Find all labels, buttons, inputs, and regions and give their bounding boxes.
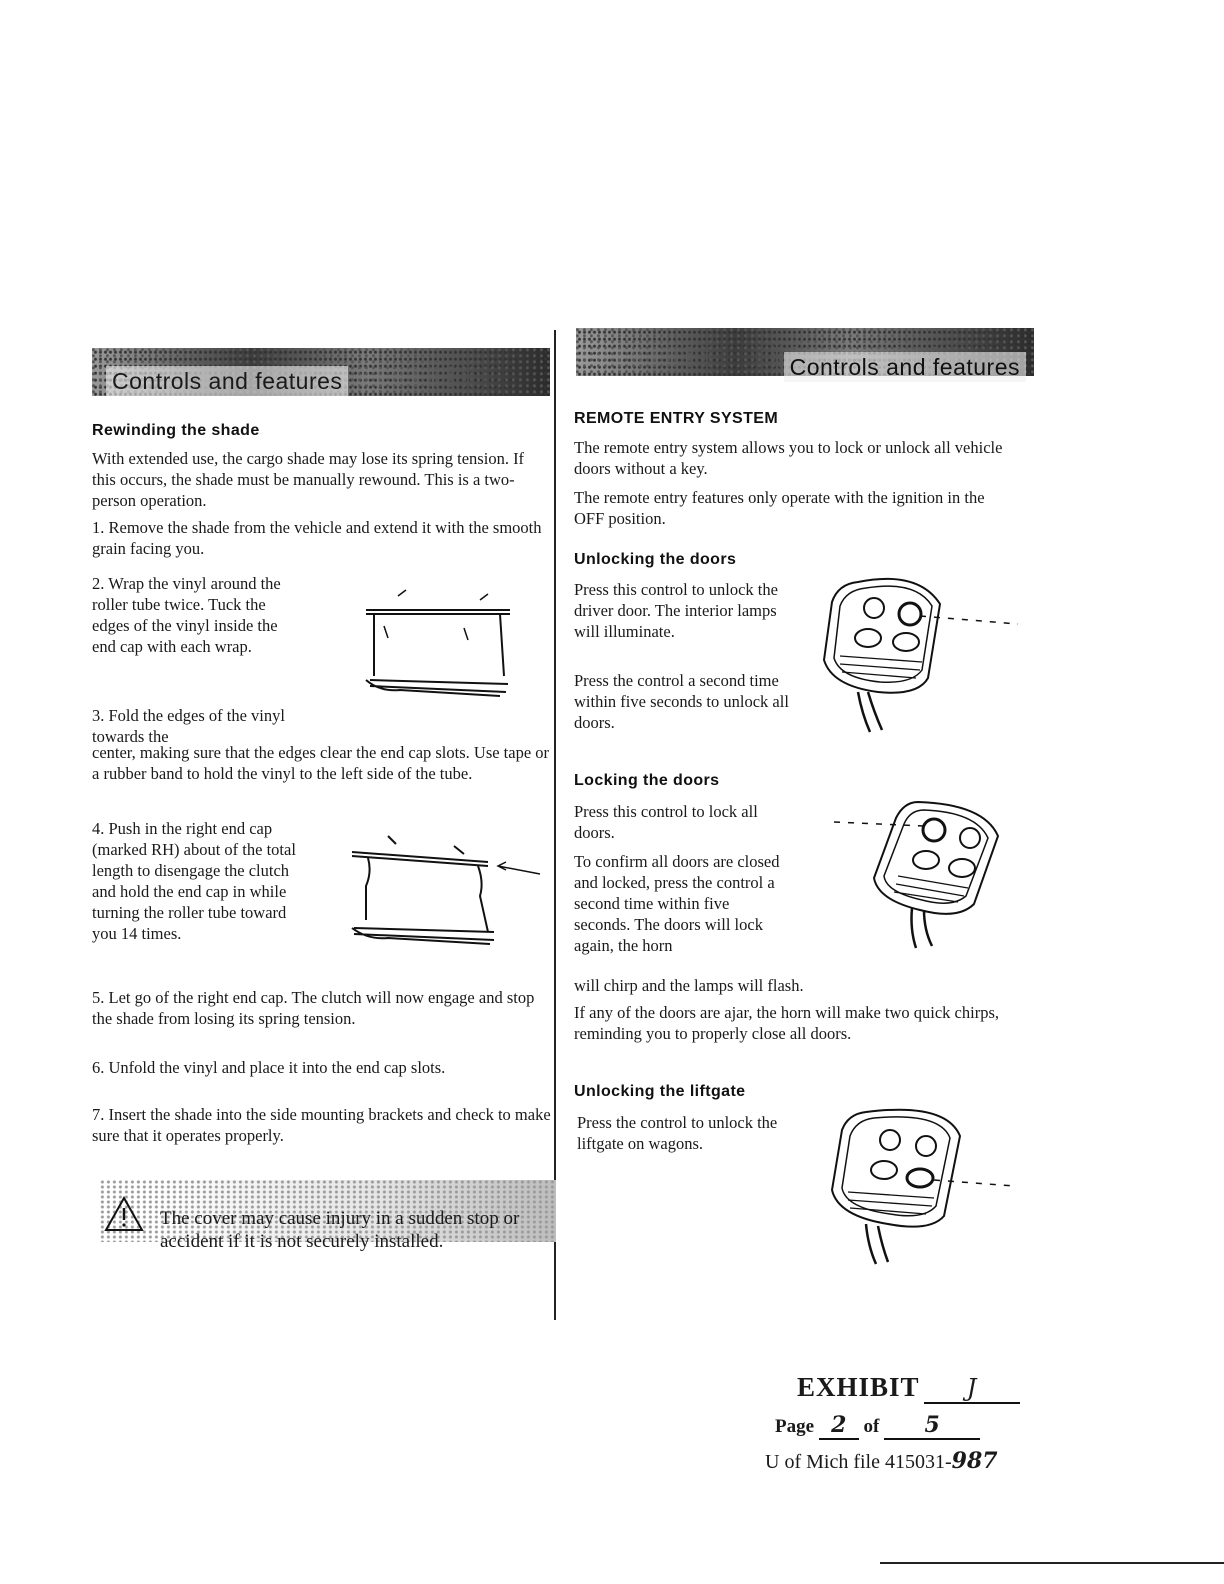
remote-entry-heading: REMOTE ENTRY SYSTEM [574,410,779,427]
page-number: 2 [819,1412,859,1440]
step-2: 2. Wrap the vinyl around the roller tube twice. Tuck the edges of the vinyl inside the end cap with each wrap. [92,574,281,656]
unlock-liftgate-heading: Unlocking the liftgate [574,1083,746,1100]
key-fob-lock-illustration [834,796,1009,956]
rewinding-heading: Rewinding the shade [92,422,260,439]
exhibit-letter: J [924,1374,1020,1404]
warning-text: The cover may cause injury in a sudden stop or accident if it is not securely installed. [160,1208,520,1252]
unlock-doors-heading: Unlocking the doors [574,551,737,568]
step-6: 6. Unfold the vinyl and place it into the end cap slots. [92,1058,446,1077]
step-3-cont: center, making sure that the edges clear the end cap slots. Use tape or a rubber band to hold the vinyl to the left side of the tube. [92,743,550,783]
step-5: 5. Let go of the right end cap. The clutch will now engage and stop the shade from losing its spring tension. [92,988,535,1028]
file-number: 987 [951,1448,998,1474]
right-banner-title: Controls and features [784,352,1026,382]
of-label: of [863,1416,880,1437]
warning-box [100,1180,556,1252]
lock-doors-p3: If any of the doors are ajar, the horn will make two quick chirps, reminding you to properly close all doors. [574,1003,999,1043]
rewinding-intro: With extended use, the cargo shade may lose its spring tension. If this occurs, the shade must be manually rewound. This is a two-person operation. [92,449,525,510]
lock-doors-heading: Locking the doors [574,772,720,789]
page-label: Page [775,1416,815,1437]
remote-entry-intro-1: The remote entry system allows you to lock or unlock all vehicle doors without a key. [574,438,1003,478]
unlock-doors-p2: Press the control a second time within five seconds to unlock all doors. [574,671,789,732]
step-3-start: 3. Fold the edges of the vinyl towards the [92,706,285,746]
scan-edge-line [880,1562,1224,1564]
roller-wrap-illustration [360,588,520,706]
step-4: 4. Push in the right end cap (marked RH) about of the total length to disengage the clutch and hold the end cap in while turning the roller tube toward you 14 times. [92,819,296,943]
key-fob-unlock-illustration [818,574,1028,734]
lock-doors-p1: Press this control to lock all doors. [574,802,758,842]
exhibit-title: EXHIBIT [797,1372,920,1402]
unlock-liftgate-p1: Press the control to unlock the liftgate on wagons. [577,1113,778,1153]
warning-triangle-icon [104,1196,144,1232]
step-7: 7. Insert the shade into the side mounting brackets and check to make sure that it operates properly. [92,1105,551,1145]
end-cap-illustration [348,832,543,950]
left-banner-title: Controls and features [106,366,348,396]
remote-entry-intro-2: The remote entry features only operate with the ignition in the OFF position. [574,488,985,528]
left-section-banner [92,348,550,396]
unlock-doors-p1: Press this control to unlock the driver door. The interior lamps will illuminate. [574,580,778,641]
lock-doors-p2-cont: will chirp and the lamps will flash. [574,976,804,995]
right-section-banner [576,328,1034,380]
step-1: 1. Remove the shade from the vehicle and extend it with the smooth grain facing you. [92,518,542,558]
file-label: U of Mich file 415031- [765,1451,952,1473]
lock-doors-p2-start: To confirm all doors are closed and locked, press the control a second time within five seconds. The doors will lock again, the horn [574,852,780,955]
key-fob-liftgate-illustration [826,1106,1016,1266]
column-divider [554,330,556,1320]
page-total: 5 [884,1412,980,1440]
